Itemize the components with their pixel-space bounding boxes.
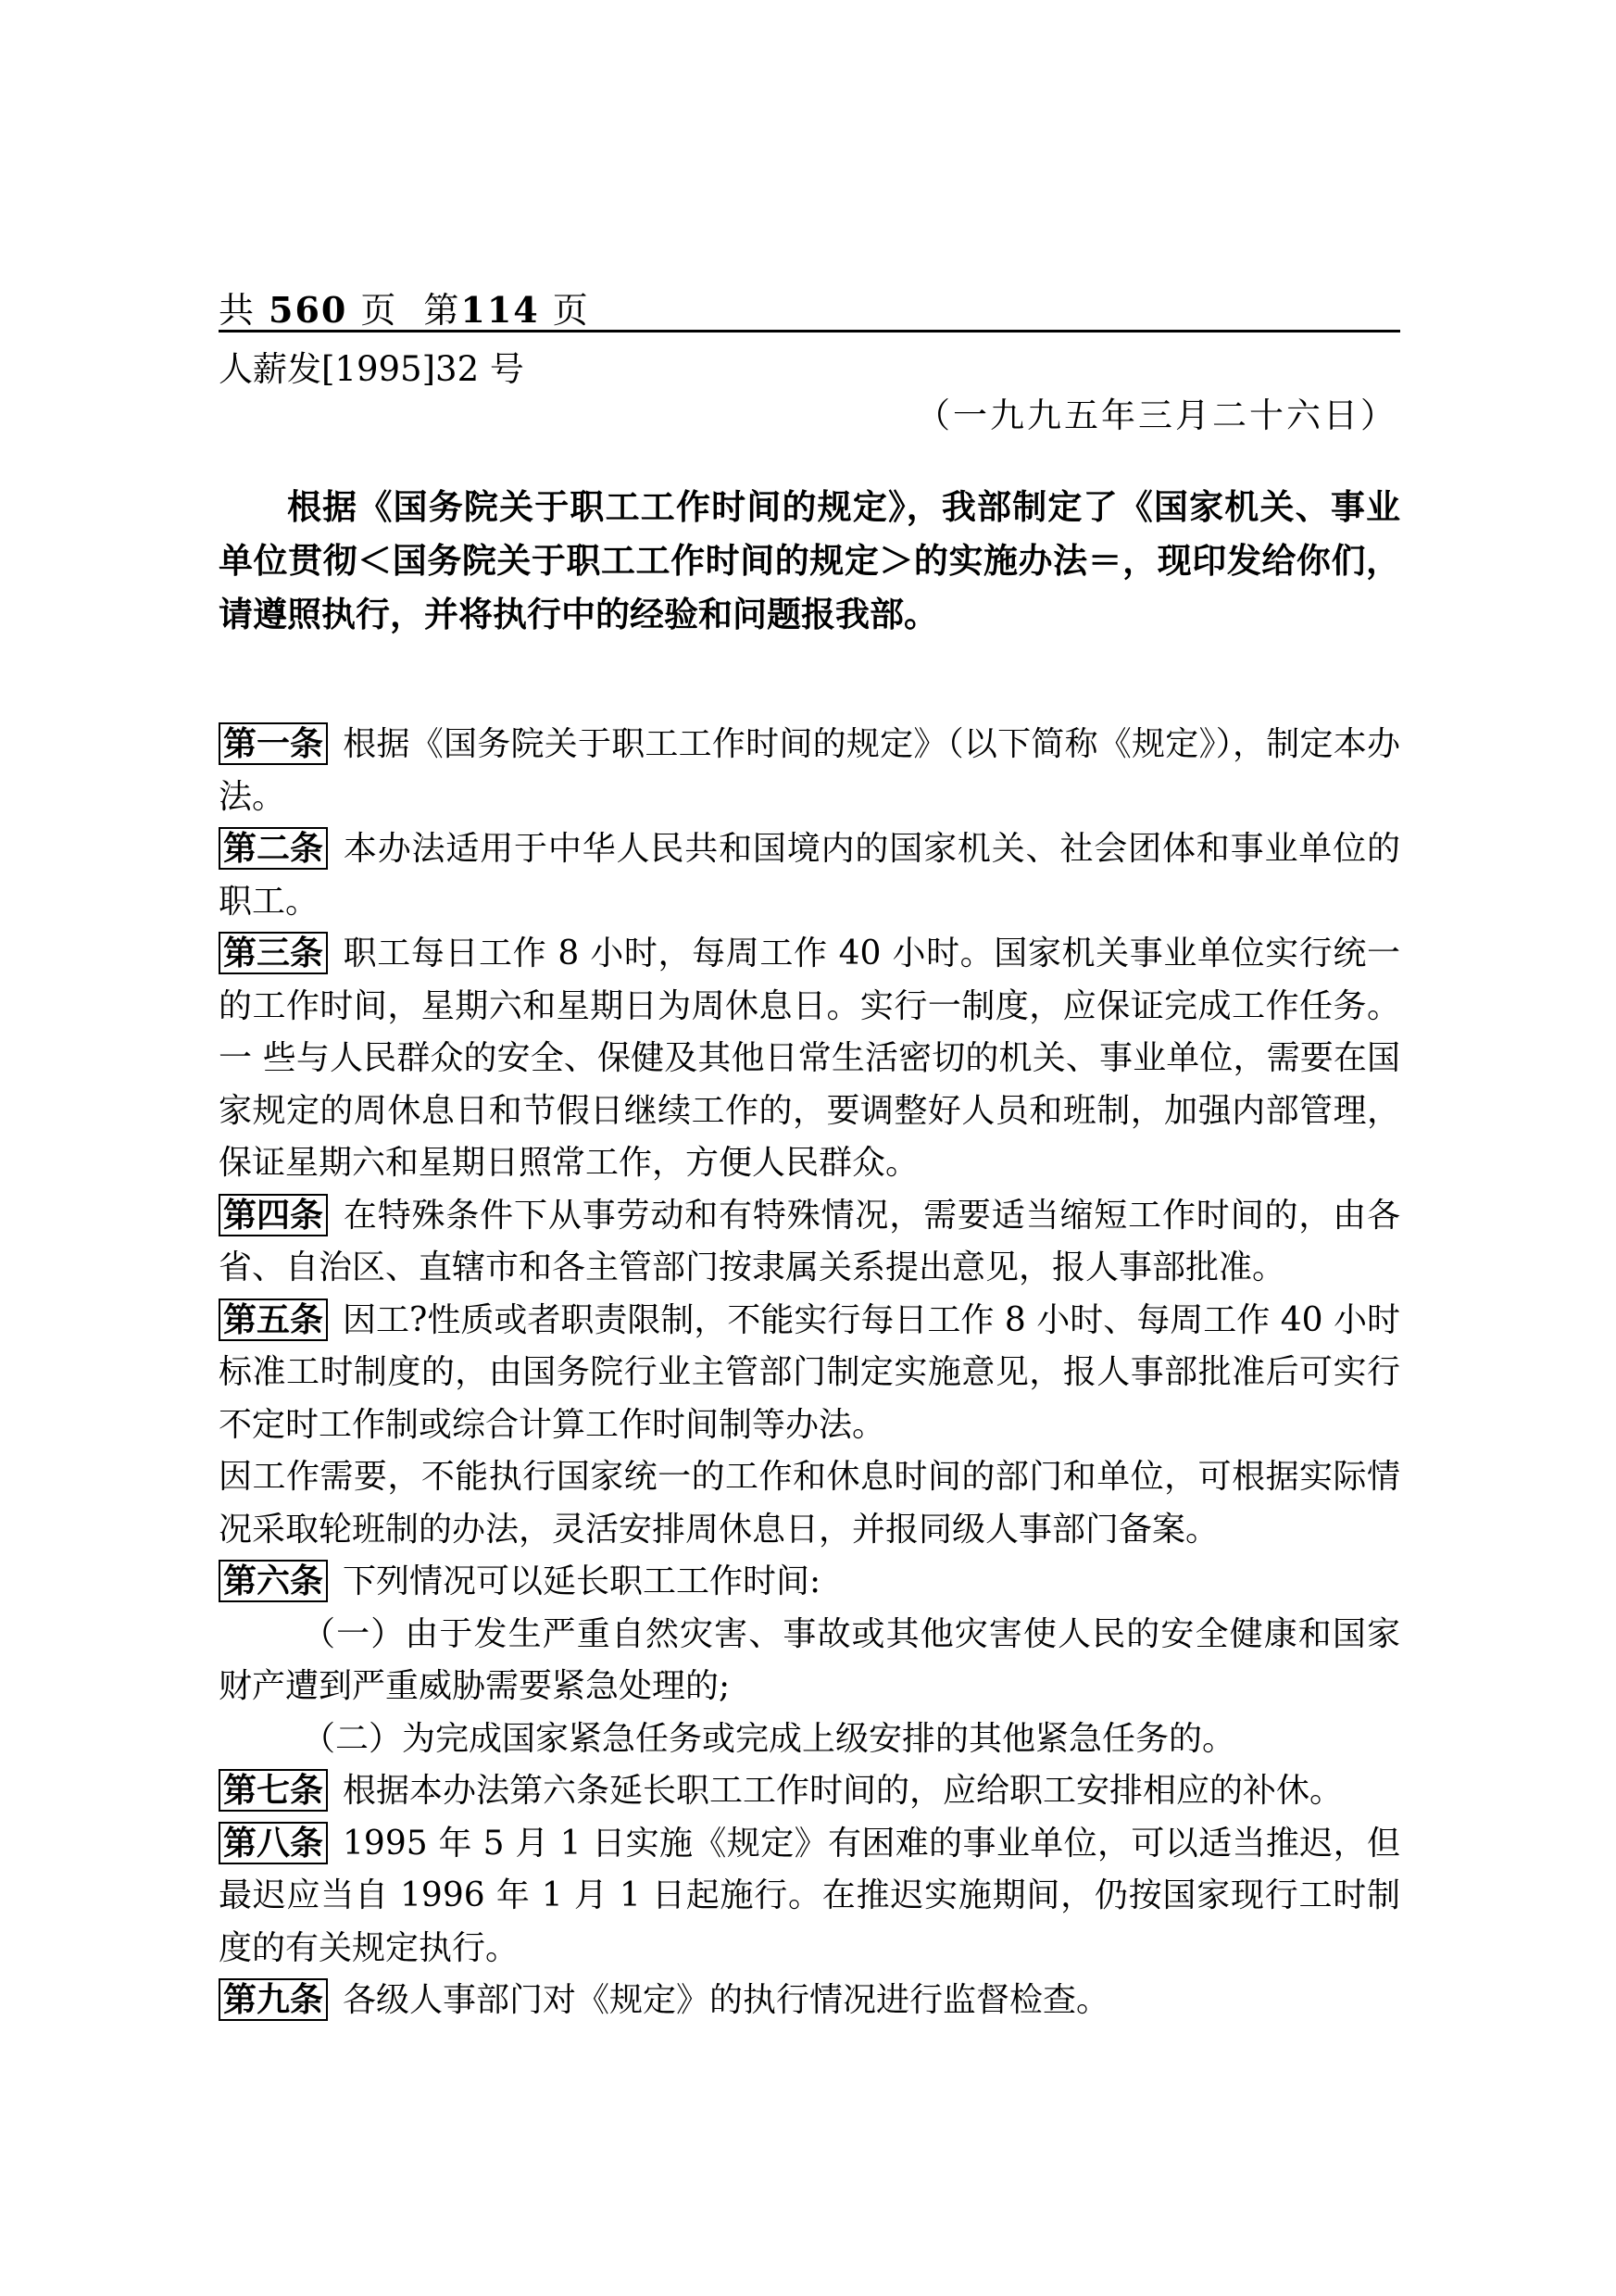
article-text: 1995 年 5 月 1 日实施《规定》有困难的事业单位，可以适当推迟，但最迟应当自 1996 年 1 月 1 日起施行。在推迟实施期间，仍按国家现行工时制度的有关规定执行。 — [219, 1824, 1400, 1967]
article-paragraph — [219, 1190, 1400, 1295]
article-text: 职工每日工作 8 小时，每周工作 40 小时。国家机关事业单位实行统一的工作时间，星期六和星期日为周休息日。实行一制度，应保证完成工作任务。一 些与人民群众的安全、保健及其他日常生活密切的机关、事业单位，需要在国家规定的周休息日和节假日继续工作的，要调整好人员和班制，加强内部管理，保证星期六和星期日照常工作，方便人民群众。 — [219, 935, 1400, 1182]
intro-paragraph: 根据《国务院关于职工工作时间的规定》，我部制定了《国家机关、事业单位贯彻＜国务院关于职工工作时间的规定＞的实施办法＝，现印发给你们，请遵照执行，并将执行中的经验和问题报我部。 — [219, 486, 1400, 634]
article-label: 第二条 — [219, 827, 328, 870]
current-prefix: 第 — [423, 290, 461, 331]
article-paragraph — [219, 1451, 1400, 1556]
articles-body — [219, 719, 1400, 2027]
total-pages: 560 — [269, 289, 348, 331]
article-text: 下列情况可以延长职工工作时间: — [343, 1562, 821, 1600]
article-label: 第四条 — [219, 1194, 328, 1236]
article-text: （一）由于发生严重自然灾害、事故或其他灾害使人民的安全健康和国家财产遭到严重威胁需要紧急处理的; — [219, 1614, 1400, 1705]
article-label: 第九条 — [219, 1978, 328, 2021]
article-text: 在特殊条件下从事劳动和有特殊情况，需要适当缩短工作时间的，由各省、自治区、直辖市和各主管部门按隶属关系提出意见，报人事部批准。 — [219, 1196, 1400, 1286]
page-word-2: 页 — [552, 290, 590, 331]
article-paragraph — [219, 1975, 1400, 2027]
article-text: 因工作需要，不能执行国家统一的工作和休息时间的部门和单位，可根据实际情况采取轮班制的办法，灵活安排周休息日，并报同级人事部门备案。 — [219, 1458, 1400, 1549]
article-label: 第三条 — [219, 932, 328, 974]
article-text: 各级人事部门对《规定》的执行情况进行监督检查。 — [343, 1981, 1110, 2019]
article-label: 第七条 — [219, 1769, 328, 1812]
article-paragraph — [219, 1765, 1400, 1818]
article-text: 因工?性质或者职责限制，不能实行每日工作 8 小时、每周工作 40 小时标准工时制度的，由国务院行业主管部门制定实施意见，报人事部批准后可实行不定时工作制或综合计算工作时间制等办法。 — [219, 1300, 1400, 1444]
article-label: 第八条 — [219, 1822, 328, 1864]
article-paragraph — [219, 719, 1400, 823]
article-label: 第一条 — [219, 722, 328, 765]
article-text: 根据本办法第六条延长职工工作时间的，应给职工安排相应的补休。 — [343, 1772, 1344, 1810]
article-paragraph — [219, 1609, 1400, 1713]
document-date: （一九九五年三月二十六日） — [916, 395, 1397, 435]
article-text: （二）为完成国家紧急任务或完成上级安排的其他紧急任务的。 — [302, 1719, 1236, 1758]
page-header — [219, 282, 590, 332]
article-paragraph — [219, 823, 1400, 928]
article-text: 根据《国务院关于职工工作时间的规定》（以下简称《规定》），制定本办法。 — [219, 725, 1400, 816]
article-paragraph — [219, 1818, 1400, 1976]
document-number: 人薪发[1995]32 号 — [219, 349, 524, 389]
total-prefix: 共 — [219, 290, 257, 331]
article-paragraph — [219, 1556, 1400, 1609]
current-page: 114 — [460, 289, 540, 331]
page-word: 页 — [360, 290, 398, 331]
article-paragraph — [219, 928, 1400, 1190]
article-text: 本办法适用于中华人民共和国境内的国家机关、社会团体和事业单位的职工。 — [219, 830, 1400, 921]
article-paragraph — [219, 1713, 1400, 1766]
header-rule — [219, 330, 1400, 332]
article-paragraph — [219, 1295, 1400, 1452]
article-label: 第五条 — [219, 1299, 328, 1341]
article-label: 第六条 — [219, 1560, 328, 1602]
